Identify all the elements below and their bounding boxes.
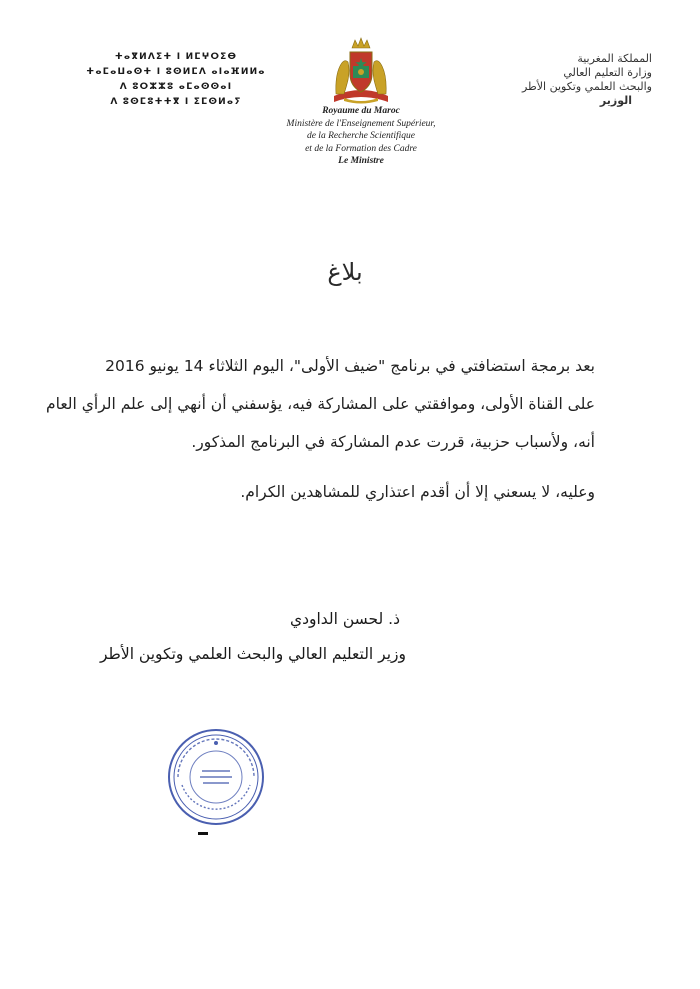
arabic-header-line: المملكة المغربية — [577, 52, 652, 65]
tifinagh-line: ⵜⴰⵎⴰⵡⴰⵙⵜ ⵏ ⵓⵙⵍⵎⴷ ⴰⵏⴰⴼⵍⵍⴰ — [86, 67, 266, 77]
header-arabic — [462, 52, 652, 108]
header-tifinagh — [86, 50, 266, 110]
header-french — [268, 105, 454, 168]
signatory-title: وزير التعليم العالي والبحث العلمي وتكوين الأطر — [99, 645, 406, 663]
body-line: بعد برمجة استضافتي في برنامج "ضيف الأولى"، اليوم الثلاثاء 14 يونيو 2016 — [105, 357, 595, 375]
tifinagh-line: ⴷ ⵓⵙⵎⵓⵜⵜⴳ ⵏ ⵉⵎⵙⵍⴰⵢ — [110, 97, 242, 107]
arabic-header-minister: الوزير — [599, 94, 632, 107]
tifinagh-line: ⴷ ⵓⵔⵣⵣⵓ ⴰⵎⴰⵙⵙⴰⵏ — [119, 82, 233, 92]
official-stamp-icon — [166, 727, 266, 827]
arabic-header-line: وزارة التعليم العالي — [563, 66, 652, 79]
french-ministry-line: de la Recherche Scientifique — [306, 131, 416, 141]
arabic-header-line: والبحث العلمي وتكوين الأطر — [521, 80, 652, 93]
french-ministry-line: et de la Formation des Cadre — [305, 143, 417, 154]
communique-body — [46, 350, 595, 514]
document-title: بلاغ — [327, 258, 363, 286]
body-line: على القناة الأولى، وموافقتي على المشاركة فيه، يؤسفني أن أنهي إلى علم الرأي العام — [46, 395, 595, 413]
signatory-name: ذ. لحسن الداودي — [289, 610, 400, 628]
french-kingdom: Royaume du Maroc — [322, 106, 400, 116]
royal-emblem-icon — [326, 36, 396, 106]
body-line: أنه، ولأسباب حزبية، قررت عدم المشاركة في البرنامج المذكور. — [191, 433, 595, 451]
ink-mark — [198, 832, 208, 835]
french-ministry-line: Ministère de l'Enseignement Supérieur, — [286, 118, 436, 129]
body-line: وعليه، لا يسعني إلا أن أقدم اعتذاري للمشاهدين الكرام. — [240, 483, 595, 501]
tifinagh-line: ⵜⴰⴳⵍⴷⵉⵜ ⵏ ⵍⵎⵖⵔⵉⴱ — [114, 52, 238, 62]
french-minister: Le Ministre — [338, 156, 384, 166]
